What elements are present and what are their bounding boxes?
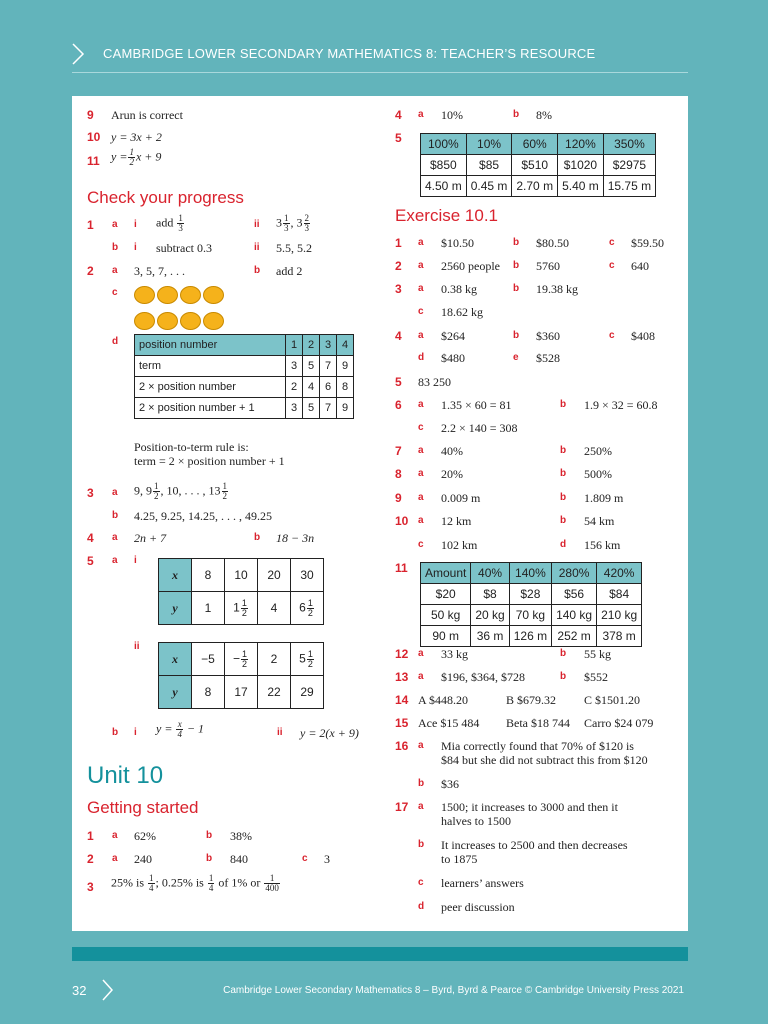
q-num: 10 xyxy=(87,130,101,144)
answer: to 1875 xyxy=(441,852,478,866)
answer: 40% xyxy=(441,444,463,458)
sub-label: i xyxy=(134,727,137,738)
part-label: b xyxy=(206,853,213,864)
footer-bar xyxy=(72,947,688,961)
part-label: b xyxy=(513,283,520,294)
answer: 38% xyxy=(230,829,252,843)
part-label: a xyxy=(418,515,424,526)
answer: 19.38 kg xyxy=(536,282,578,296)
answer: 1.809 m xyxy=(584,491,624,505)
answer: Beta $18 744 xyxy=(506,716,570,730)
q-num: 2 xyxy=(87,264,94,278)
answer: 33 kg xyxy=(441,647,468,661)
answer: 55 kg xyxy=(584,647,611,661)
part-label: c xyxy=(418,539,424,550)
q-num: 2 xyxy=(87,852,94,866)
position-term-table: position number 1 2 3 4 term 3 5 7 9 2 × position number 2 4 6 8 2 × position number + 1 3 5 7 9 xyxy=(134,334,354,419)
answer: 0.38 kg xyxy=(441,282,477,296)
q-num: 8 xyxy=(395,467,402,481)
part-label: b xyxy=(560,515,567,526)
part-label: a xyxy=(112,830,118,841)
part-label: a xyxy=(418,445,424,456)
part-label: b xyxy=(560,445,567,456)
rule-text: Position-to-term rule is: xyxy=(134,440,249,454)
answer: peer discussion xyxy=(441,900,515,914)
answer: 5.5, 5.2 xyxy=(276,241,312,255)
part-label: b xyxy=(112,727,119,738)
part-label: a xyxy=(418,399,424,410)
sub-label: i xyxy=(134,242,137,253)
part-label: a xyxy=(418,468,424,479)
copyright-footer: Cambridge Lower Secondary Mathematics 8 – Byrd, Byrd & Pearce © Cambridge University Press 2021 xyxy=(223,985,684,996)
part-label: c xyxy=(112,287,118,298)
part-label: b xyxy=(112,242,119,253)
part-label: c xyxy=(609,330,615,341)
part-label: b xyxy=(418,778,425,789)
answer: $59.50 xyxy=(631,236,664,250)
answer: 156 km xyxy=(584,538,621,552)
section-heading: Check your progress xyxy=(87,188,244,207)
answer: 5760 xyxy=(536,259,560,273)
answer: $480 xyxy=(441,351,465,365)
q-num: 4 xyxy=(395,108,402,122)
answer: 25% is $\frac{1}{4}$ ; 0.25% is $\frac{1}{4}$ of 1% or $\frac{1}{400}$ xyxy=(111,873,279,893)
answer: 18.62 kg xyxy=(441,305,483,319)
answer: C $1501.20 xyxy=(584,693,641,707)
part-label: a xyxy=(418,260,424,271)
answer: 10% xyxy=(441,108,463,122)
part-label: b xyxy=(513,237,520,248)
q-num: 6 xyxy=(395,398,402,412)
answer: 83 250 xyxy=(418,375,451,389)
q-num: 12 xyxy=(395,647,409,661)
answer: y = $\frac{1}{2}$ x + 9 xyxy=(111,147,162,167)
q-num: 5 xyxy=(87,554,94,568)
answer: add 2 xyxy=(276,264,303,278)
chevron-right-icon xyxy=(100,978,114,1002)
q-num: 2 xyxy=(395,259,402,273)
sub-label: ii xyxy=(134,641,140,652)
sub-label: i xyxy=(134,219,137,230)
answer: 3 xyxy=(324,852,330,866)
answer: 54 km xyxy=(584,514,615,528)
page-number: 32 xyxy=(72,983,87,998)
answer: halves to 1500 xyxy=(441,814,511,828)
answer: 9, 9 $\frac{1}{2}$ , 10, . . . , 13 $\frac{1}{2}$ xyxy=(134,481,227,501)
answer: 3 $\frac{1}{3}$ , 3 $\frac{2}{3}$ xyxy=(276,213,309,233)
answer: subtract 0.3 xyxy=(156,241,212,255)
part-label: d xyxy=(418,352,425,363)
part-label: a xyxy=(112,487,118,498)
part-label: c xyxy=(609,237,615,248)
answer: $36 xyxy=(441,777,459,791)
part-label: a xyxy=(418,801,424,812)
answer: B $679.32 xyxy=(506,693,557,707)
part-label: b xyxy=(560,468,567,479)
part-label: a xyxy=(418,109,424,120)
answer: 18 − 3n xyxy=(276,531,315,545)
page-content xyxy=(72,96,688,931)
answer: It increases to 2500 and then decreases xyxy=(441,838,628,852)
answer: 2.2 × 140 = 308 xyxy=(441,421,518,435)
part-label: a xyxy=(112,265,118,276)
part-label: a xyxy=(112,853,118,864)
answer: Ace $15 484 xyxy=(418,716,480,730)
answer: 12 km xyxy=(441,514,472,528)
answer: 0.009 m xyxy=(441,491,481,505)
sub-label: ii xyxy=(254,219,260,230)
percent-table: 100% 10% 60% 120% 350% $850 $85 $510 $1020 $2975 4.50 m 0.45 m 2.70 m 5.40 m 15.75 m xyxy=(420,133,656,197)
answer: 2n + 7 xyxy=(134,531,167,545)
part-label: b xyxy=(560,492,567,503)
part-label: b xyxy=(254,265,261,276)
answer: y = $\frac{x}{4}$ − 1 xyxy=(156,719,205,739)
answer: 4.25, 9.25, 14.25, . . . , 49.25 xyxy=(134,509,272,523)
q-num: 3 xyxy=(395,282,402,296)
xy-table: x 8 10 20 30 y 1 1 $\frac{1}{2}$ 4 6 $\frac{1}{2}$ xyxy=(158,558,324,625)
q-num: 5 xyxy=(395,375,402,389)
answer: $84 but she did not subtract this from $120 xyxy=(441,753,648,767)
part-label: a xyxy=(112,219,118,230)
answer: $528 xyxy=(536,351,560,365)
answer: 240 xyxy=(134,852,152,866)
answer: $10.50 xyxy=(441,236,474,250)
answer: 500% xyxy=(584,467,612,481)
q-num: 4 xyxy=(87,531,94,545)
part-label: b xyxy=(560,648,567,659)
q-num: 7 xyxy=(395,444,402,458)
part-label: a xyxy=(418,648,424,659)
answer: $552 xyxy=(584,670,608,684)
q-num: 1 xyxy=(87,829,94,843)
section-heading: Getting started xyxy=(87,798,199,817)
answer: y = 2(x + 9) xyxy=(300,726,359,740)
part-label: b xyxy=(560,671,567,682)
part-label: b xyxy=(513,109,520,120)
answer: 20% xyxy=(441,467,463,481)
answer: 640 xyxy=(631,259,649,273)
answer: 1.9 × 32 = 60.8 xyxy=(584,398,658,412)
answer: A $448.20 xyxy=(418,693,469,707)
q-num: 9 xyxy=(395,491,402,505)
q-num: 11 xyxy=(87,154,100,168)
q-num: 16 xyxy=(395,739,409,753)
part-label: d xyxy=(418,901,425,912)
answer: Arun is correct xyxy=(111,108,183,122)
q-num: 13 xyxy=(395,670,409,684)
amount-table: Amount 40% 140% 280% 420% $20 $8 $28 $56 $84 50 kg 20 kg 70 kg 140 kg 210 kg 90 m 36 m 126 m 252 m 378 m xyxy=(420,562,642,647)
part-label: b xyxy=(418,839,425,850)
answer: 1.35 × 60 = 81 xyxy=(441,398,512,412)
part-label: e xyxy=(513,352,519,363)
part-label: b xyxy=(254,532,261,543)
header-divider xyxy=(72,72,688,73)
q-num: 4 xyxy=(395,329,402,343)
running-header: CAMBRIDGE LOWER SECONDARY MATHEMATICS 8: TEACHER’S RESOURCE xyxy=(103,46,596,61)
q-num: 9 xyxy=(87,108,94,122)
q-num: 3 xyxy=(87,486,94,500)
q-num: 11 xyxy=(395,561,408,575)
answer: add $\frac{1}{3}$ xyxy=(156,213,183,233)
answer: $196, $364, $728 xyxy=(441,670,525,684)
q-num: 14 xyxy=(395,693,409,707)
part-label: a xyxy=(418,740,424,751)
section-heading: Exercise 10.1 xyxy=(395,206,498,225)
answer: 62% xyxy=(134,829,156,843)
part-label: a xyxy=(418,492,424,503)
q-num: 5 xyxy=(395,131,402,145)
part-label: b xyxy=(513,330,520,341)
answer: learners’ answers xyxy=(441,876,524,890)
q-num: 15 xyxy=(395,716,409,730)
answer: 3, 5, 7, . . . xyxy=(134,264,185,278)
part-label: a xyxy=(418,237,424,248)
answer: 102 km xyxy=(441,538,478,552)
part-label: d xyxy=(560,539,567,550)
part-label: a xyxy=(418,671,424,682)
sub-label: ii xyxy=(277,727,283,738)
part-label: b xyxy=(513,260,520,271)
part-label: a xyxy=(112,532,118,543)
answer: $408 xyxy=(631,329,655,343)
part-label: a xyxy=(112,555,118,566)
answer: 1500; it increases to 3000 and then it xyxy=(441,800,618,814)
answer: 2560 people xyxy=(441,259,500,273)
q-num: 10 xyxy=(395,514,409,528)
part-label: c xyxy=(609,260,615,271)
answer: 8% xyxy=(536,108,552,122)
q-num: 3 xyxy=(87,880,94,894)
q-num: 1 xyxy=(395,236,402,250)
q-num: 17 xyxy=(395,800,409,814)
answer: Mia correctly found that 70% of $120 is xyxy=(441,739,634,753)
q-num: 1 xyxy=(87,218,94,232)
xy-table: x −5 − $\frac{1}{2}$ 2 5 $\frac{1}{2}$ y 8 17 22 29 xyxy=(158,642,324,709)
answer: $80.50 xyxy=(536,236,569,250)
sub-label: ii xyxy=(254,242,260,253)
part-label: d xyxy=(112,336,119,347)
answer: Carro $24 079 xyxy=(584,716,654,730)
part-label: c xyxy=(302,853,308,864)
sub-label: i xyxy=(134,555,137,566)
chevron-right-icon xyxy=(70,42,86,66)
answer: $264 xyxy=(441,329,465,343)
part-label: b xyxy=(206,830,213,841)
unit-heading: Unit 10 xyxy=(87,762,164,789)
part-label: a xyxy=(418,330,424,341)
part-label: b xyxy=(560,399,567,410)
part-label: c xyxy=(418,422,424,433)
rule-text: term = 2 × position number + 1 xyxy=(134,454,285,468)
answer: 250% xyxy=(584,444,612,458)
part-label: a xyxy=(418,283,424,294)
part-label: c xyxy=(418,306,424,317)
answer: $360 xyxy=(536,329,560,343)
part-label: b xyxy=(112,510,119,521)
answer: 840 xyxy=(230,852,248,866)
answer: y = 3x + 2 xyxy=(111,130,162,144)
part-label: c xyxy=(418,877,424,888)
